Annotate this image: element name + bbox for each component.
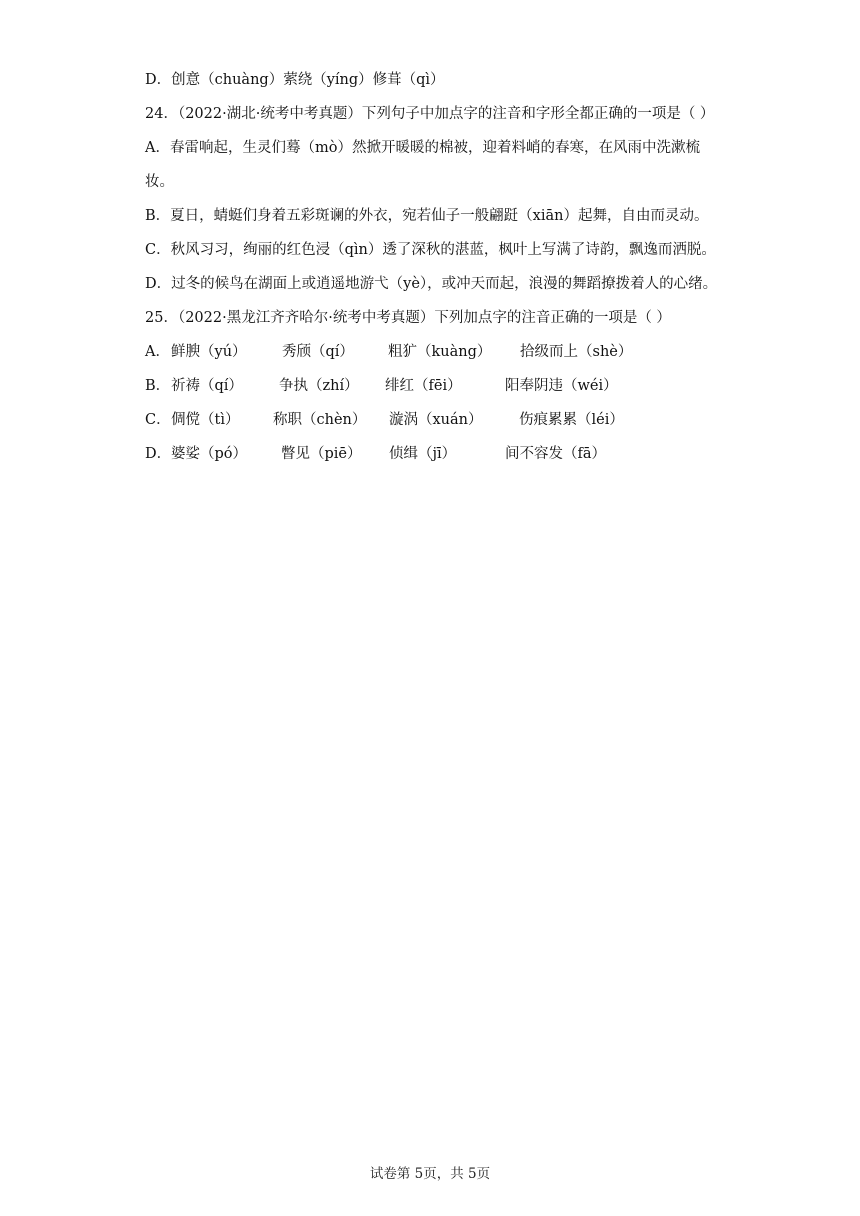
option-item: 秀颀（qí） [282, 344, 354, 360]
q25-option-c [145, 410, 720, 430]
q24-option-a-line1: A．春雷响起，生灵们蓦（mò）然掀开暖暖的棉被，迎着料峭的春寒，在风雨中洗漱梳 [145, 140, 700, 156]
option-label: C． [145, 412, 171, 428]
option-item: 称职（chèn） [273, 412, 367, 428]
option-item: 绯红（fēi） [385, 378, 462, 394]
option-item: 争执（zhí） [279, 378, 359, 394]
option-label: B． [145, 378, 171, 394]
option-item: 伤痕累累（léi） [519, 412, 624, 428]
option-item: 瞥见（piē） [281, 446, 362, 462]
option-item: 婆娑（pó） [171, 446, 248, 462]
q25-option-d [145, 444, 720, 464]
option-label: D． [145, 446, 172, 462]
option-item: 祈祷（qí） [171, 378, 243, 394]
option-item: 鲜腴（yú） [171, 344, 247, 360]
q25-option-b [145, 376, 720, 396]
option-item: 倜傥（tì） [171, 412, 240, 428]
q25-stem: 25．（2022·黑龙江齐齐哈尔·统考中考真题）下列加点字的注音正确的一项是（ ） [145, 310, 671, 326]
option-label: A． [145, 344, 170, 360]
page-footer: 试卷第 5页，共 5页 [369, 1166, 491, 1182]
option-item: 侦缉（jī） [389, 446, 457, 462]
q24-option-d: D．过冬的候鸟在湖面上或逍遥地游弋（yè），或冲天而起，浪漫的舞蹈撩拨着人的心绪。 [145, 276, 718, 292]
q25-option-a [145, 342, 720, 362]
q23-option-d: D．创意（chuàng）萦绕（yíng）修葺（qì） [145, 72, 445, 88]
option-item: 拾级而上（shè） [520, 344, 633, 360]
q24-option-a-line2: 妆。 [145, 174, 174, 190]
q24-option-c: C．秋风习习，绚丽的红色浸（qìn）透了深秋的湛蓝，枫叶上写满了诗韵，飘逸而洒脱。 [145, 242, 716, 258]
option-item: 漩涡（xuán） [389, 412, 483, 428]
q24-stem: 24．（2022·湖北·统考中考真题）下列句子中加点字的注音和字形全都正确的一项是（ ） [145, 106, 715, 122]
option-item: 间不容发（fā） [505, 446, 607, 462]
q24-option-b: B．夏日，蜻蜓们身着五彩斑谰的外衣，宛若仙子一般翩跹（xiān）起舞，自由而灵动。 [145, 208, 709, 224]
option-item: 阳奉阴违（wéi） [505, 378, 618, 394]
option-item: 粗犷（kuàng） [388, 344, 492, 360]
